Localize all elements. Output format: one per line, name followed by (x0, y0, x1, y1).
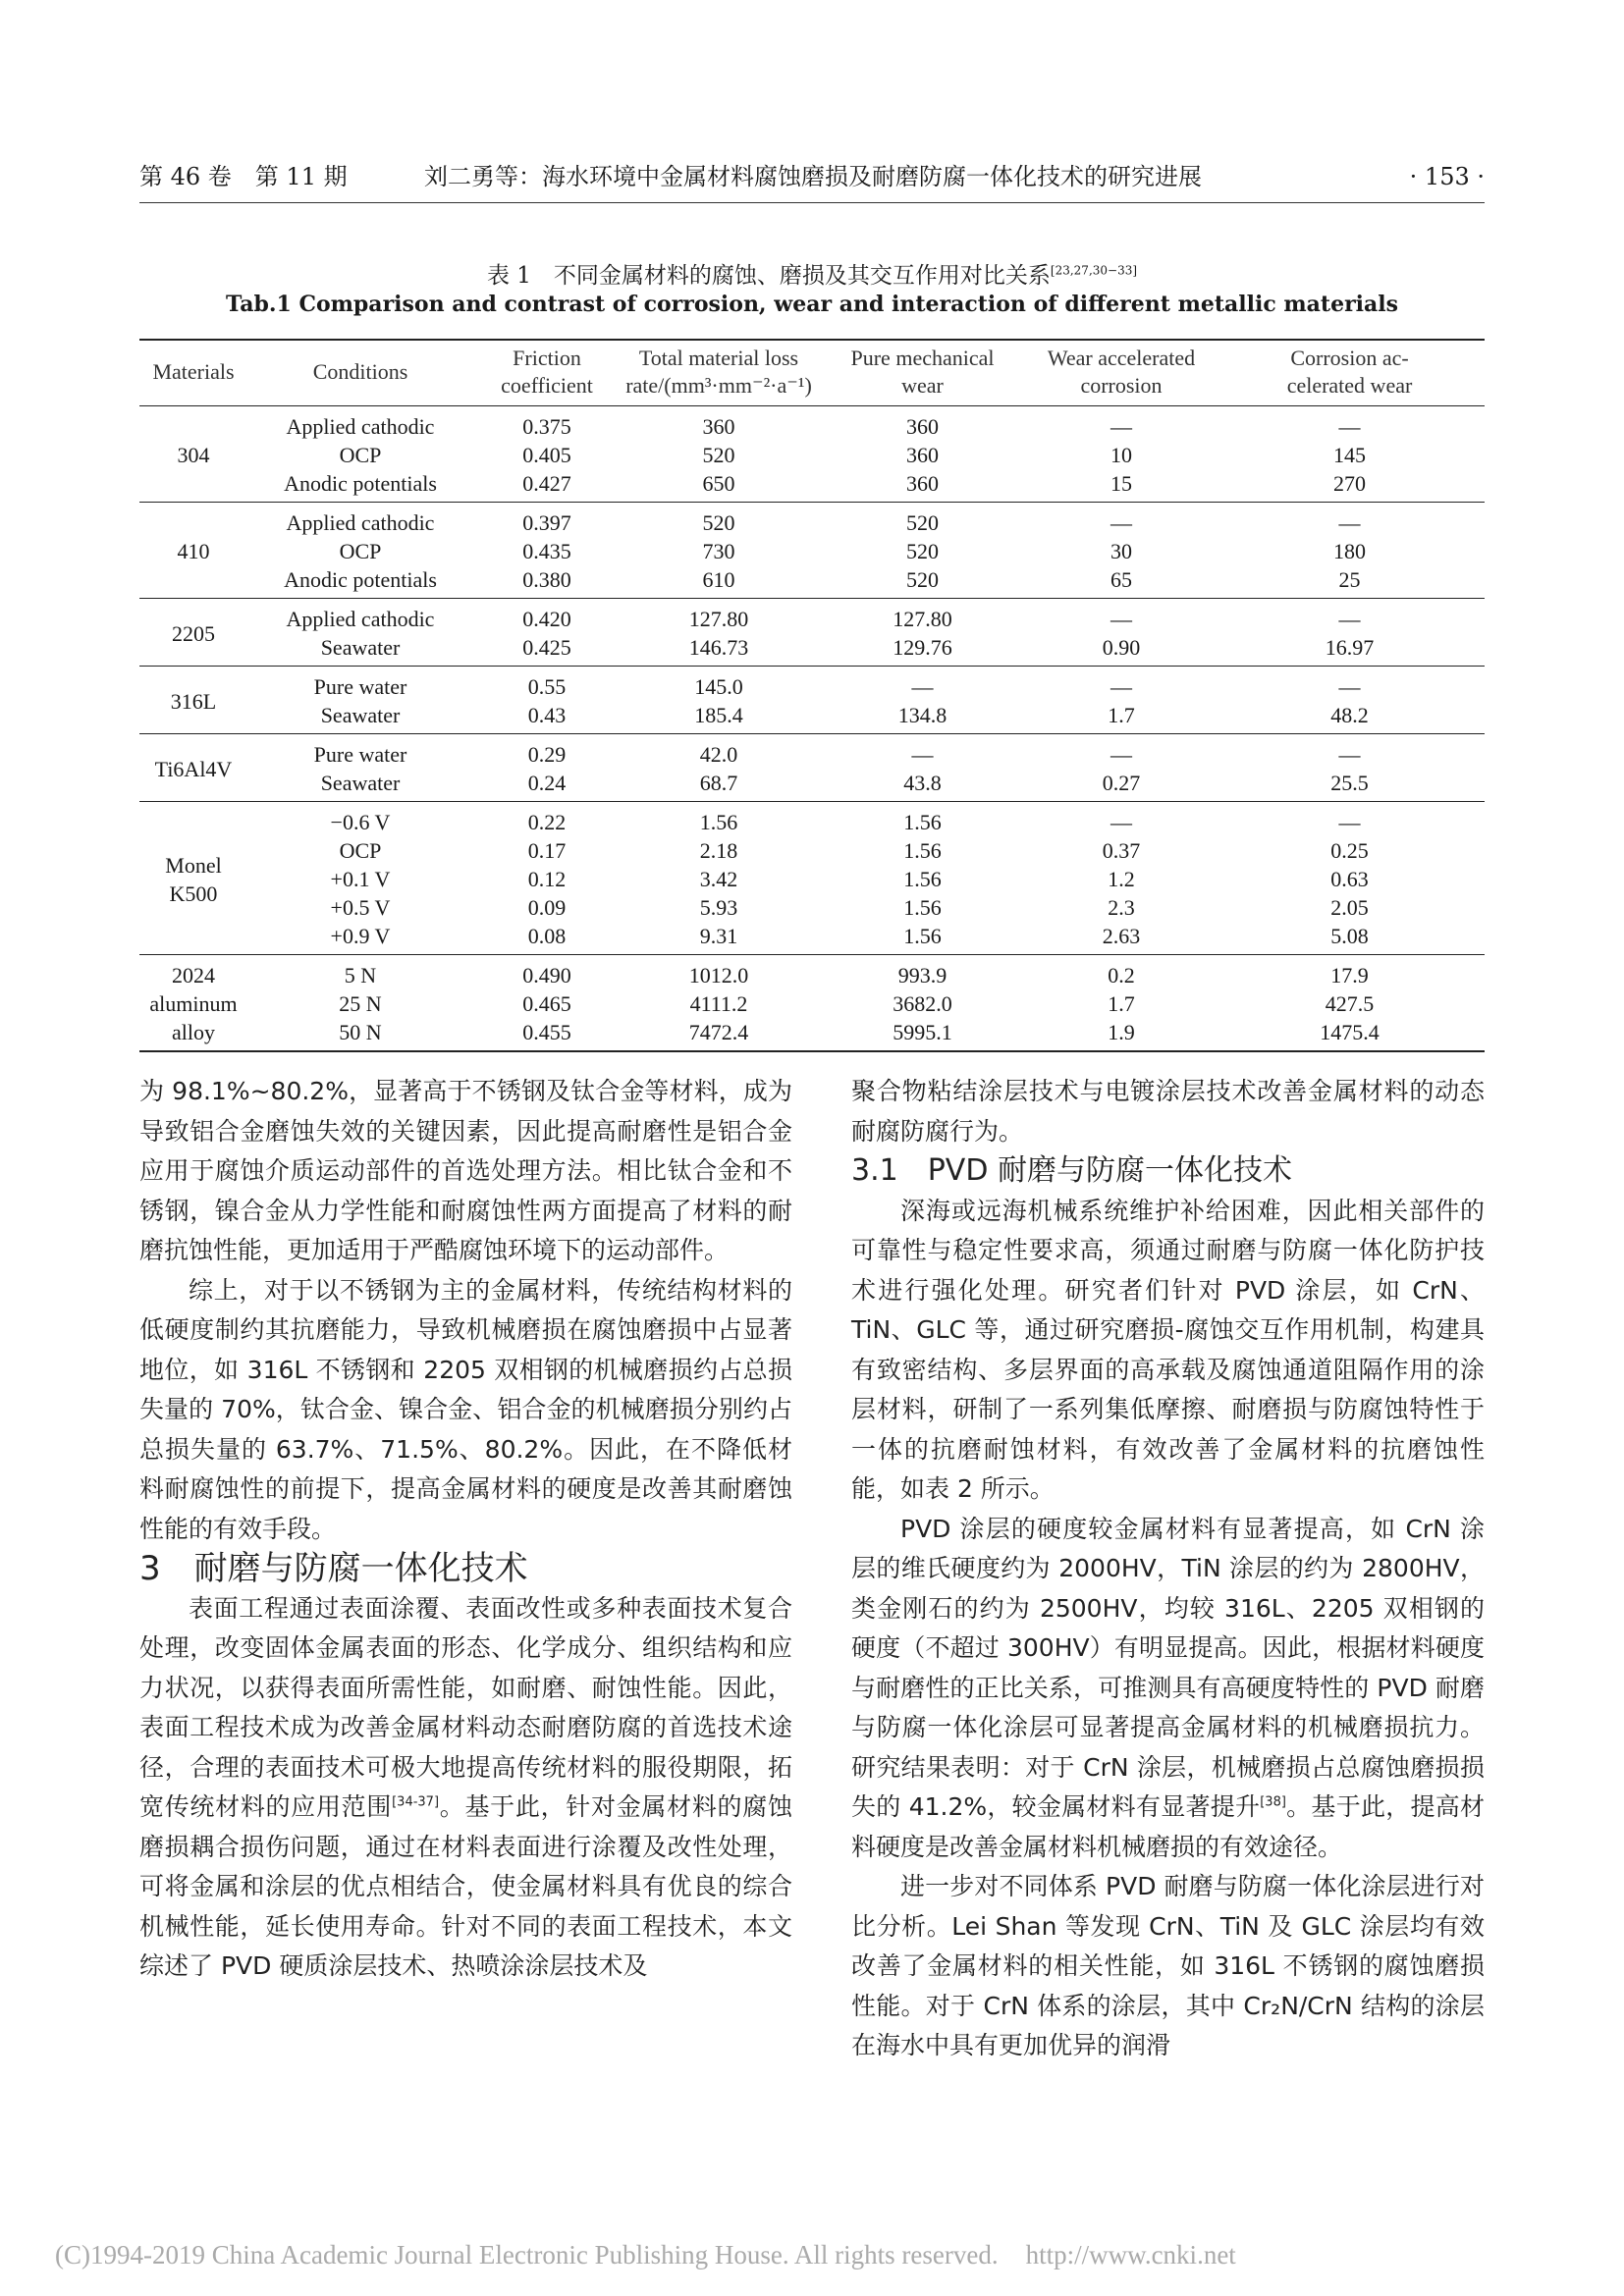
table-value: 360 (906, 471, 939, 496)
table-cell-conditions (247, 667, 473, 734)
section-3-heading: 3 耐磨与防腐一体化技术 (139, 1549, 528, 1588)
table-value: 5.08 (1330, 924, 1369, 948)
table-value: 0.29 (527, 742, 567, 767)
table-value: 520 (702, 510, 735, 535)
table-row (139, 599, 1485, 667)
table-value: 0.08 (527, 924, 567, 948)
table-cell-caw (1215, 599, 1485, 667)
table-value: 17.9 (1330, 963, 1369, 988)
table-cell-loss (621, 406, 817, 503)
table-cell-material (139, 667, 247, 734)
table-value: — (1338, 674, 1361, 699)
table-value: 1.56 (903, 924, 942, 948)
table-row (139, 734, 1485, 802)
table-value: 5.93 (699, 895, 738, 920)
table-cell-material (139, 599, 247, 667)
table-value: 5 N (344, 963, 377, 988)
table-cell-material (139, 734, 247, 802)
table-value: 730 (702, 539, 735, 563)
table-cell-loss (621, 734, 817, 802)
table-value: 145 (1333, 443, 1366, 467)
table-cell-loss (621, 599, 817, 667)
table-cell-wac (1028, 503, 1215, 599)
table-value: 0.90 (1102, 635, 1141, 660)
table-value: 0.17 (527, 838, 567, 863)
caption-refs: [23,27,30−33] (1050, 263, 1138, 278)
table-value: 1.56 (903, 867, 942, 891)
table-value: 10 (1110, 443, 1132, 467)
running-header (139, 157, 1485, 196)
table-value: 1.56 (903, 810, 942, 834)
table-cell-conditions (247, 503, 473, 599)
table-value: 0.63 (1330, 867, 1369, 891)
table-value: 2.3 (1108, 895, 1135, 920)
table-value: 0.405 (522, 443, 571, 467)
table-value: Monel (165, 852, 222, 878)
table-value: 134.8 (897, 703, 947, 727)
table-value: 48.2 (1330, 703, 1369, 727)
table-value: 0.24 (527, 771, 567, 795)
table-cell-wac (1028, 955, 1215, 1052)
table-value: 304 (177, 443, 210, 467)
table-value: 0.12 (527, 867, 567, 891)
table-value: 50 N (339, 1020, 382, 1044)
table-cell-loss (621, 667, 817, 734)
table-cell-loss (621, 955, 817, 1052)
table-value: 520 (906, 539, 939, 563)
header-wac: Wear accelerated corrosion (1028, 340, 1215, 406)
table-value: — (1110, 414, 1132, 439)
table-value: 2.18 (699, 838, 738, 863)
table-cell-friction (473, 667, 621, 734)
table-value: +0.1 V (330, 867, 391, 891)
table-value: 3.42 (699, 867, 738, 891)
table-value: 1.56 (903, 838, 942, 863)
running-title: 刘二勇等：海水环境中金属材料腐蚀磨损及耐磨防腐一体化技术的研究进展 (424, 163, 1202, 190)
table-value: 25.5 (1330, 771, 1369, 795)
header-materials: Materials (139, 340, 247, 406)
table-value: 3682.0 (893, 991, 952, 1016)
table-value: 25 N (339, 991, 382, 1016)
table-value: — (1110, 607, 1132, 631)
table-value: Ti6Al4V (154, 756, 233, 781)
table-value: — (1338, 607, 1361, 631)
table-value: 0.427 (522, 471, 571, 496)
table-cell-conditions (247, 802, 473, 955)
table-value: 1.56 (699, 810, 738, 834)
table-cell-wac (1028, 599, 1215, 667)
table-value: OCP (339, 539, 382, 563)
table-cell-friction (473, 503, 621, 599)
table-value: 65 (1110, 567, 1132, 592)
table-cell-conditions (247, 955, 473, 1052)
table-value: 0.380 (522, 567, 571, 592)
table-value: Seawater (320, 771, 401, 795)
table-value: 2024 (172, 963, 215, 988)
table-value: 0.25 (1330, 838, 1369, 863)
table-cell-mech (817, 802, 1028, 955)
table-cell-material (139, 406, 247, 503)
table-value: 4111.2 (689, 991, 748, 1016)
table-value: 25 (1338, 567, 1361, 592)
copyright-text: (C)1994-2019 China Academic Journal Electronic Publishing House. All rights reserved. (55, 2240, 999, 2269)
table-cell-mech (817, 503, 1028, 599)
table-cell-caw (1215, 406, 1485, 503)
table-value: +0.5 V (330, 895, 391, 920)
table-value: 270 (1333, 471, 1366, 496)
table-value: 145.0 (694, 674, 743, 699)
table-value: 2205 (172, 620, 215, 646)
table-value: 650 (702, 471, 735, 496)
table-cell-friction (473, 599, 621, 667)
table-value: 0.43 (527, 703, 567, 727)
footer-url[interactable]: http://www.cnki.net (1025, 2240, 1236, 2269)
comparison-table (139, 339, 1485, 1052)
table-cell-material (139, 802, 247, 955)
table-value: 0.09 (527, 895, 567, 920)
table-value: 0.37 (1102, 838, 1141, 863)
table-cell-caw (1215, 503, 1485, 599)
table-value: 185.4 (694, 703, 743, 727)
table-value: 30 (1110, 539, 1132, 563)
table-value: Pure water (313, 674, 407, 699)
table-value: 43.8 (903, 771, 942, 795)
table-value: 0.465 (522, 991, 571, 1016)
table-value: — (1110, 742, 1132, 767)
table-value: 520 (906, 567, 939, 592)
table-value: 0.55 (527, 674, 567, 699)
table-value: 0.420 (522, 607, 571, 631)
table-value: 410 (177, 539, 210, 563)
table-value: Applied cathodic (286, 607, 435, 631)
table-value: 2.63 (1102, 924, 1141, 948)
table-cell-wac (1028, 667, 1215, 734)
table-value: 42.0 (699, 742, 738, 767)
table-value: — (1338, 510, 1361, 535)
table-cell-mech (817, 734, 1028, 802)
table-value: 127.80 (893, 607, 952, 631)
table-value: 610 (702, 567, 735, 592)
left-paragraph-1: 为 98.1%~80.2%，显著高于不锈钢及钛合金等材料，成为导致铝合金磨蚀失效的关键因素，因此提高耐磨性是铝合金应用于腐蚀介质运动部件的首选处理方法。相比钛合金和不锈钢，镍合金从力学性能和耐腐蚀性两方面提高了材料的耐磨抗蚀性能，更加适用于严酷腐蚀环境下的运动部件。 (139, 1077, 792, 1264)
table-value: 520 (702, 443, 735, 467)
table-value: 1012.0 (688, 963, 749, 988)
table-value: 520 (906, 510, 939, 535)
table-value: Seawater (320, 635, 401, 660)
table-value: 360 (906, 414, 939, 439)
right-paragraph-0: 聚合物粘结涂层技术与电镀涂层技术改善金属材料的动态耐腐防腐行为。 (851, 1077, 1485, 1146)
table-cell-friction (473, 955, 621, 1052)
table-body (139, 406, 1485, 1052)
citation-38: [38] (1260, 1794, 1286, 1810)
page-number: · 153 · (1409, 163, 1485, 190)
table-value: 0.397 (522, 510, 571, 535)
table-value: 1.7 (1108, 703, 1135, 727)
section-3-1-heading: 3.1 PVD 耐磨与防腐一体化技术 (851, 1153, 1292, 1188)
header-conditions: Conditions (247, 340, 473, 406)
table-value: 1475.4 (1320, 1020, 1380, 1044)
table-value: — (1338, 810, 1361, 834)
table-value: 0.490 (522, 963, 571, 988)
table-value: 0.435 (522, 539, 571, 563)
table-header-row (139, 340, 1485, 406)
table-cell-conditions (247, 734, 473, 802)
table-value: Applied cathodic (286, 414, 435, 439)
table-row (139, 955, 1485, 1052)
left-paragraph-3: 表面工程通过表面涂覆、表面改性或多种表面技术复合处理，改变固体金属表面的形态、化学成分、组织结构和应力状况，以获得表面所需性能，如耐磨、耐蚀性能。因此，表面工程技术成为改善金属材料动态耐磨防腐的首选技术途径，合理的表面技术可极大地提高传统材料的服役期限，拓宽传统材料的应用范围[34-37]。基于此，针对金属材料的腐蚀磨损耦合损伤问题，通过在材料表面进行涂覆及改性处理，可将金属和涂层的优点相结合，使金属材料具有优良的综合机械性能，延长使用寿命。针对不同的表面工程技术，本文综述了 PVD 硬质涂层技术、热喷涂涂层技术及 (139, 1593, 792, 1980)
table-value: 1.56 (903, 895, 942, 920)
table-value: 5995.1 (893, 1020, 952, 1044)
table-value: — (911, 674, 934, 699)
table-value: alloy (172, 1020, 215, 1044)
table-cell-friction (473, 802, 621, 955)
table-value: 129.76 (893, 635, 952, 660)
table-cell-wac (1028, 406, 1215, 503)
citation-34-37: [34-37] (392, 1794, 440, 1810)
table-value: Anodic potentials (284, 471, 437, 496)
table-value: 15 (1110, 471, 1132, 496)
table-value: Anodic potentials (284, 567, 437, 592)
table-value: 316L (170, 688, 217, 714)
table-cell-loss (621, 802, 817, 955)
table-value: K500 (169, 881, 218, 906)
table-value: 0.425 (522, 635, 571, 660)
table-value: — (1110, 510, 1132, 535)
table-value: 146.73 (688, 635, 749, 660)
table-value: 1.2 (1108, 867, 1135, 891)
table-value: 0.22 (527, 810, 567, 834)
table-caption-zh: 表 1 不同金属材料的腐蚀、磨损及其交互作用对比关系[23,27,30−33] (486, 263, 1138, 289)
table-value: 0.375 (522, 414, 571, 439)
table-value: 993.9 (897, 963, 947, 988)
header-mech: Pure mechanical wear (817, 340, 1028, 406)
table-value: — (1110, 810, 1132, 834)
table-value: 1.9 (1108, 1020, 1135, 1044)
table-cell-mech (817, 667, 1028, 734)
table-cell-mech (817, 599, 1028, 667)
table-value: 68.7 (699, 771, 738, 795)
table-value: 360 (906, 443, 939, 467)
table-cell-mech (817, 955, 1028, 1052)
header-rule (139, 202, 1485, 203)
table-value: 180 (1333, 539, 1366, 563)
table-value: +0.9 V (330, 924, 391, 948)
table-value: 16.97 (1325, 635, 1375, 660)
table-row (139, 667, 1485, 734)
table-cell-conditions (247, 406, 473, 503)
table-value: OCP (339, 443, 382, 467)
table-row (139, 406, 1485, 503)
table-cell-friction (473, 406, 621, 503)
table-value: −0.6 V (330, 810, 391, 834)
table-cell-caw (1215, 734, 1485, 802)
table-cell-friction (473, 734, 621, 802)
table-value: 2.05 (1330, 895, 1369, 920)
volume-issue: 第 46 卷 第 11 期 (139, 163, 348, 190)
copyright-footer (55, 2240, 1236, 2270)
table-row (139, 802, 1485, 955)
left-column (139, 1072, 792, 1987)
table-cell-caw (1215, 802, 1485, 955)
table-value: aluminum (149, 991, 238, 1016)
table-value: Seawater (320, 703, 401, 727)
table-value: — (1338, 742, 1361, 767)
table-value: 0.2 (1108, 963, 1135, 988)
header-friction: Friction coefficient (473, 340, 621, 406)
table-cell-caw (1215, 955, 1485, 1052)
table-value: 7472.4 (688, 1020, 749, 1044)
right-paragraph-2: PVD 涂层的硬度较金属材料有显著提高，如 CrN 涂层的维氏硬度约为 2000HV，TiN 涂层的约为 2800HV，类金刚石的约为 2500HV，均较 316L、2205 双相钢的硬度（不超过 300HV）有明显提高。因此，根据材料硬度与耐磨性的正比关系，可推测具有高硬度特性的 PVD 耐磨与防腐一体化涂层可显著提高金属材料的机械磨损抗力。研究结果表明：对于 CrN 涂层，机械磨损占总腐蚀磨损损失的 41.2%，较金属材料有显著提升[38]。基于此，提高材料硬度是改善金属材料机械磨损的有效途径。 (851, 1514, 1485, 1861)
table-value: — (911, 742, 934, 767)
table-value: 1.7 (1108, 991, 1135, 1016)
table-cell-caw (1215, 667, 1485, 734)
table-value: — (1338, 414, 1361, 439)
table-row (139, 503, 1485, 599)
table-value: 360 (702, 414, 735, 439)
table-value: 9.31 (699, 924, 738, 948)
left-paragraph-2: 综上，对于以不锈钢为主的金属材料，传统结构材料的低硬度制约其抗磨能力，导致机械磨损在腐蚀磨损中占显著地位，如 316L 不锈钢和 2205 双相钢的机械磨损约占总损失量的 70%，钛合金、镍合金、铝合金的机械磨损分别约占总损失量的 63.7%、71.5%、80.2%。因此，在不降低材料耐腐蚀性的前提下，提高金属材料的硬度是改善其耐磨蚀性能的有效手段。 (139, 1275, 792, 1543)
table-cell-material (139, 955, 247, 1052)
table-cell-loss (621, 503, 817, 599)
table-value: Pure water (313, 742, 407, 767)
table-cell-material (139, 503, 247, 599)
table-value: 427.5 (1325, 991, 1375, 1016)
header-loss: Total material loss rate/(mm³·mm⁻²·a⁻¹) (621, 340, 817, 406)
table-caption-en: Tab.1 Comparison and contrast of corrosion, wear and interaction of different metallic materials (225, 292, 1399, 317)
table-cell-mech (817, 406, 1028, 503)
right-paragraph-1: 深海或远海机械系统维护补给困难，因此相关部件的可靠性与稳定性要求高，须通过耐磨与防腐一体化防护技术进行强化处理。研究者们针对 PVD 涂层，如 CrN、TiN、GLC 等，通过研究磨损-腐蚀交互作用机制，构建具有致密结构、多层界面的高承载及腐蚀通道阻隔作用的涂层材料，研制了一系列集低摩擦、耐磨损与防腐蚀特性于一体的抗磨耐蚀材料，有效改善了金属材料的抗磨蚀性能，如表 2 所示。 (851, 1196, 1485, 1503)
right-paragraph-3: 进一步对不同体系 PVD 耐磨与防腐一体化涂层进行对比分析。Lei Shan 等发现 CrN、TiN 及 GLC 涂层均有效改善了金属材料的相关性能，如 316L 不锈钢的腐蚀磨损性能。对于 CrN 体系的涂层，其中 Cr₂N/CrN 结构的涂层在海水中具有更加优异的润滑 (851, 1872, 1485, 2059)
table-cell-wac (1028, 734, 1215, 802)
table-cell-wac (1028, 802, 1215, 955)
right-column (851, 1072, 1485, 2066)
header-caw: Corrosion ac- celerated wear (1215, 340, 1485, 406)
table-value: 127.80 (688, 607, 749, 631)
table-value: OCP (339, 838, 382, 863)
table-value: — (1110, 674, 1132, 699)
table-value: 0.455 (522, 1020, 571, 1044)
table-cell-conditions (247, 599, 473, 667)
table-value: 0.27 (1102, 771, 1141, 795)
table-value: Applied cathodic (286, 510, 435, 535)
